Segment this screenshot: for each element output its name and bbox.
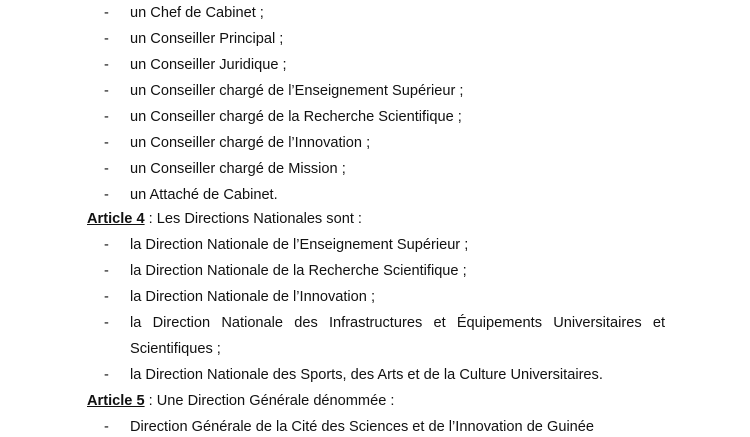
bullet-dash: - bbox=[104, 57, 109, 73]
list-item-text: la Direction Nationale des Sports, des Arts et de la Culture Universitaires. bbox=[130, 367, 603, 383]
article-5-text: : Une Direction Générale dénommée : bbox=[144, 393, 395, 409]
bullet-dash: - bbox=[104, 135, 109, 151]
list-item-text: un Conseiller Principal ; bbox=[130, 31, 284, 47]
list-item-text: un Conseiller chargé de Mission ; bbox=[130, 161, 346, 177]
list-item-text: la Direction Nationale de l’Innovation ; bbox=[130, 289, 375, 305]
list-item-text: un Conseiller Juridique ; bbox=[130, 57, 287, 73]
bullet-dash: - bbox=[104, 5, 109, 21]
list-item-text: un Attaché de Cabinet. bbox=[130, 187, 278, 203]
article-5-label: Article 5 bbox=[87, 393, 145, 409]
list-item-text: la Direction Nationale de l’Enseignement Supérieur ; bbox=[130, 237, 469, 253]
list-item-text: Direction Générale de la Cité des Sciences et de l’Innovation de Guinée bbox=[130, 419, 595, 435]
bullet-dash: - bbox=[104, 109, 109, 125]
bullet-dash: - bbox=[104, 187, 109, 203]
list-item-text: la Direction Nationale de la Recherche Scientifique ; bbox=[130, 263, 467, 279]
list-item-text: un Conseiller chargé de l’Innovation ; bbox=[130, 135, 371, 151]
article-4-text: : Les Directions Nationales sont : bbox=[144, 211, 362, 227]
list-item-text: un Conseiller chargé de la Recherche Scientifique ; bbox=[130, 109, 462, 125]
list-item-text: Scientifiques ; bbox=[130, 341, 221, 357]
bullet-dash: - bbox=[104, 315, 109, 331]
bullet-dash: - bbox=[104, 237, 109, 253]
bullet-dash: - bbox=[104, 263, 109, 279]
bullet-dash: - bbox=[104, 289, 109, 305]
list-item-text: un Chef de Cabinet ; bbox=[130, 5, 264, 21]
bullet-dash: - bbox=[104, 161, 109, 177]
list-item-text: un Conseiller chargé de l’Enseignement Supérieur ; bbox=[130, 83, 464, 99]
bullet-dash: - bbox=[104, 83, 109, 99]
bullet-dash: - bbox=[104, 419, 109, 435]
bullet-dash: - bbox=[104, 31, 109, 47]
bullet-dash: - bbox=[104, 367, 109, 383]
list-item-text: la Direction Nationale des Infrastructures et Équipements Universitaires et bbox=[130, 315, 665, 331]
article-4-label: Article 4 bbox=[87, 211, 145, 227]
